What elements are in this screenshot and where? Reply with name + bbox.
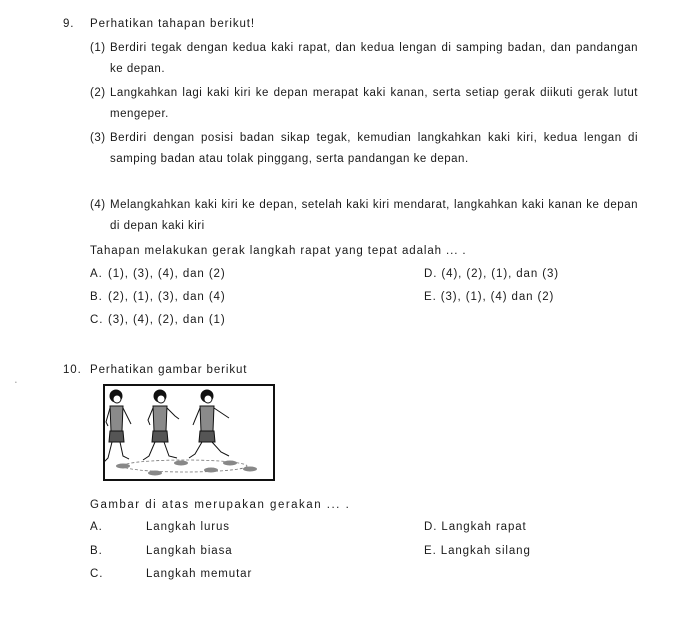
q9-step-2 bbox=[90, 83, 638, 125]
q10-option-c[interactable] bbox=[90, 567, 252, 581]
q9-option-d-letter: D. bbox=[424, 268, 438, 280]
q10-prompt: Perhatikan gambar berikut bbox=[90, 364, 248, 376]
q9-step-4-number: (4) bbox=[90, 199, 106, 211]
q10-option-b-text: Langkah biasa bbox=[146, 545, 233, 557]
q9-option-e-text: (3), (1), (4) dan (2) bbox=[440, 291, 555, 303]
q9-option-c-letter: C. bbox=[90, 314, 104, 326]
footprint bbox=[116, 464, 130, 469]
q9-option-d-text: (4), (2), (1), dan (3) bbox=[441, 268, 559, 280]
child-figure-3 bbox=[189, 390, 229, 458]
q9-step-3-number: (3) bbox=[90, 132, 106, 144]
q9-option-d[interactable] bbox=[424, 267, 559, 281]
q10-option-e[interactable] bbox=[424, 544, 531, 558]
q9-option-a-text: (1), (3), (4), dan (2) bbox=[108, 268, 226, 280]
q10-option-c-letter: C. bbox=[90, 568, 104, 580]
q10-option-c-text: Langkah memutar bbox=[146, 568, 253, 580]
footprint bbox=[148, 471, 162, 476]
q9-option-b[interactable] bbox=[90, 290, 226, 304]
q9-step-1 bbox=[90, 38, 638, 80]
q9-question: Tahapan melakukan gerak langkah rapat yang tepat adalah ... . bbox=[90, 245, 467, 257]
q9-step-4 bbox=[90, 195, 638, 237]
q10-option-a-text: Langkah lurus bbox=[146, 521, 230, 533]
q9-option-e[interactable] bbox=[424, 290, 554, 304]
q10-option-b-letter: B. bbox=[90, 545, 103, 557]
q9-prompt: Perhatikan tahapan berikut! bbox=[90, 18, 255, 30]
q9-step-4-text: Melangkahkan kaki kiri ke depan, setelah kaki kiri mendarat, langkahkan kaki kanan ke depan di depan kaki kiri bbox=[110, 199, 638, 232]
q9-option-e-letter: E. bbox=[424, 291, 437, 303]
q9-option-a-letter: A. bbox=[90, 268, 103, 280]
walking-children-illustration bbox=[105, 386, 273, 479]
footprint bbox=[223, 461, 237, 466]
q10-option-a[interactable] bbox=[90, 520, 230, 534]
q9-step-2-number: (2) bbox=[90, 87, 106, 99]
footprint bbox=[204, 468, 218, 473]
q10-option-d-text: Langkah rapat bbox=[441, 521, 527, 533]
q10-option-d[interactable] bbox=[424, 520, 527, 534]
q9-step-1-text: Berdiri tegak dengan kedua kaki rapat, dan kedua lengan di samping badan, dan pandangan ke depan. bbox=[110, 42, 638, 75]
q9-step-3-text: Berdiri dengan posisi badan sikap tegak, kemudian langkahkan kaki kiri, kedua lengan di samping badan atau tolak pinggang, serta pandangan ke depan. bbox=[110, 132, 638, 165]
q9-option-c-text: (3), (4), (2), dan (1) bbox=[108, 314, 226, 326]
q9-step-1-number: (1) bbox=[90, 42, 106, 54]
q10-option-a-letter: A. bbox=[90, 521, 103, 533]
q10-option-d-letter: D. bbox=[424, 521, 438, 533]
q10-option-e-letter: E. bbox=[424, 545, 437, 557]
child-figure-2 bbox=[143, 390, 179, 460]
margin-mark: • bbox=[15, 380, 17, 386]
walking-figure bbox=[103, 384, 275, 481]
q9-option-b-letter: B. bbox=[90, 291, 103, 303]
q9-option-c[interactable] bbox=[90, 313, 226, 327]
child-figure-1 bbox=[105, 390, 131, 462]
q10-question: Gambar di atas merupakan gerakan ... . bbox=[90, 499, 351, 511]
q10-number: 10. bbox=[63, 364, 82, 376]
q9-step-3 bbox=[90, 128, 638, 170]
q9-step-2-text: Langkahkan lagi kaki kiri ke depan merapat kaki kanan, serta setiap gerak diikuti gerak lutut mengeper. bbox=[110, 87, 638, 120]
q9-option-b-text: (2), (1), (3), dan (4) bbox=[108, 291, 226, 303]
footprint bbox=[174, 461, 188, 466]
q9-option-a[interactable] bbox=[90, 267, 226, 281]
q10-option-b[interactable] bbox=[90, 544, 233, 558]
q9-number: 9. bbox=[63, 18, 75, 30]
footprint bbox=[243, 467, 257, 472]
q10-option-e-text: Langkah silang bbox=[440, 545, 531, 557]
